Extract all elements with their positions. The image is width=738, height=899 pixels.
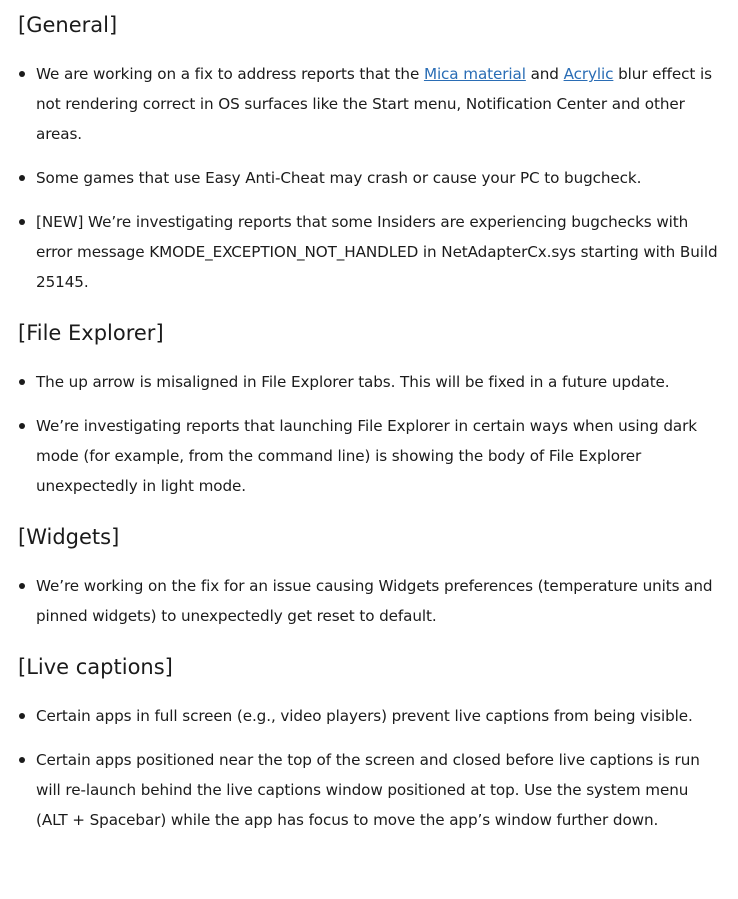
list-item [18,367,724,397]
section-heading-live-captions: [Live captions] [18,655,173,679]
bullet-icon [19,583,25,589]
file-explorer-list [18,367,724,501]
bullet-icon [19,713,25,719]
live-captions-list [18,701,724,835]
section-heading-general: [General] [18,13,118,37]
bullet-icon [19,757,25,763]
list-item [18,701,724,731]
list-item-text: Some games that use Easy Anti-Cheat may crash or cause your PC to bugcheck. [36,169,642,187]
list-item [18,163,724,193]
list-item [18,411,724,501]
list-item: We are working on a fix to address reports that the Mica material and Acrylic blur effect is not rendering correct in OS surfaces like the Start menu, Notification Center and other areas. [18,59,724,149]
list-item-text: Certain apps in full screen (e.g., video players) prevent live captions from being visible. [36,707,693,725]
list-item-text: Certain apps positioned near the top of the screen and closed before live captions is run will re-launch behind the live captions window positioned at top. Use the system menu (ALT + Spacebar) while the app has focus to move the app’s window further down. [36,751,700,829]
bullet-icon [19,219,25,225]
section-heading-file-explorer: [File Explorer] [18,321,164,345]
list-item [18,745,724,835]
bullet-icon [19,71,25,77]
list-item [18,207,724,297]
acrylic-link[interactable]: Acrylic [563,65,614,83]
section-heading-widgets: [Widgets] [18,525,120,549]
general-list [18,59,724,297]
list-item-text: We’re working on the fix for an issue causing Widgets preferences (temperature units and pinned widgets) to unexpectedly get reset to default. [36,577,713,625]
list-item-text: [NEW] We’re investigating reports that some Insiders are experiencing bugchecks with error message KMODE_EXCEPTION_NOT_HANDLED in NetAdapterCx.sys starting with Build 25145. [36,213,718,291]
mica-material-link[interactable]: Mica material [423,65,526,83]
list-item-text: We’re investigating reports that launching File Explorer in certain ways when using dark mode (for example, from the command line) is showing the body of File Explorer unexpectedly in light mode. [36,417,697,495]
list-item [18,571,724,631]
bullet-icon [19,379,25,385]
bullet-icon [19,175,25,181]
list-item-text: The up arrow is misaligned in File Explorer tabs. This will be fixed in a future update. [36,373,670,391]
bullet-icon [19,423,25,429]
widgets-list [18,571,724,631]
